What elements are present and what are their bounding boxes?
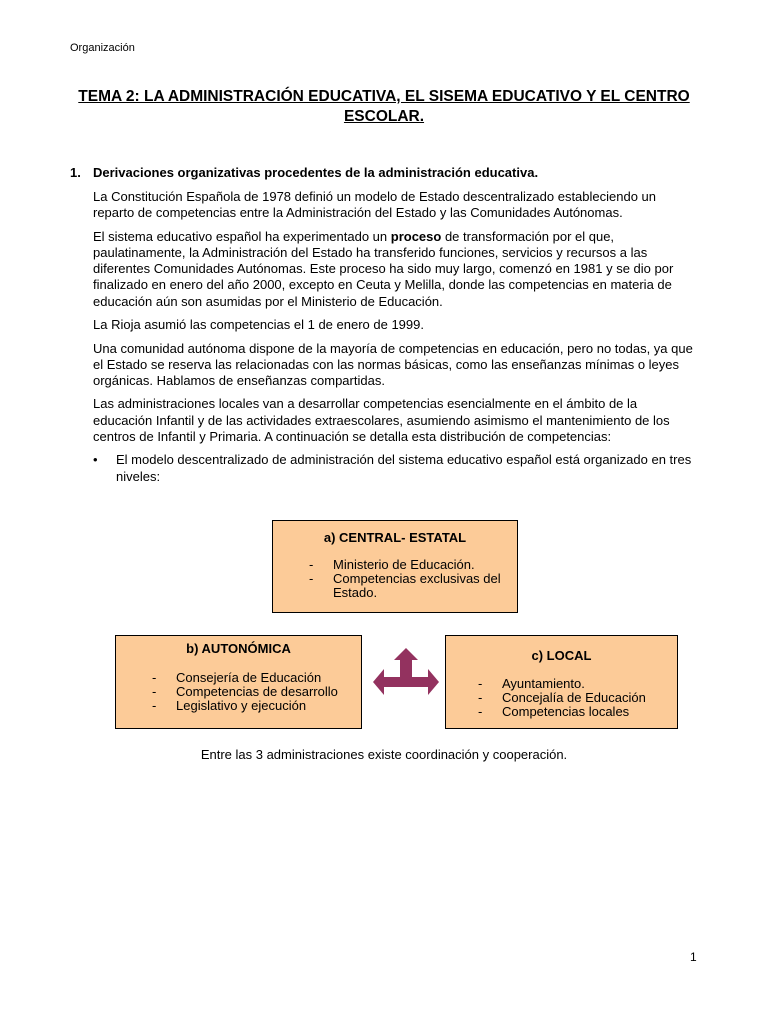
section-heading <box>70 165 710 180</box>
autonomica-item-3 <box>152 699 357 713</box>
paragraph-2-start: El sistema educativo español ha experimentado un <box>93 228 391 244</box>
paragraph-1: La Constitución Española de 1978 definió un modelo de Estado descentralizado estableciendo un reparto de competencias entre la Administración del Estado y las Comunidades Autónomas. <box>93 189 657 221</box>
autonomica-box-list <box>152 671 357 713</box>
list-dash: - <box>309 571 314 586</box>
bullet-list <box>93 452 697 484</box>
list-dash: - <box>478 676 483 691</box>
page-header: Organización <box>70 42 135 54</box>
central-item-2 <box>309 572 509 600</box>
paragraph-2-end: de transformación por el que, paulatinamente, la Administración del Estado ha transferido funciones, servicios y recursos a las diferentes Comunidades Autónomas. Este proceso ha sido muy largo, comenzó en 1981 y se dio por finalizado en enero del año 2000, excepto en Ceuta y Melilla, donde las competencias en materia de educación aún son asumidas por el Ministerio de Educación. <box>93 228 674 309</box>
autonomica-item-text: Competencias de desarrollo <box>176 684 338 699</box>
section-number: 1. <box>70 165 81 180</box>
paragraph-3: La Rioja asumió las competencias el 1 de enero de 1999. <box>93 317 424 333</box>
list-dash: - <box>478 690 483 705</box>
diagram-caption: Entre las 3 administraciones existe coordinación y cooperación. <box>200 747 568 762</box>
central-item-text: Competencias exclusivas del Estado. <box>333 571 501 600</box>
list-dash: - <box>309 557 314 572</box>
autonomica-item-1 <box>152 671 357 685</box>
document-title: TEMA 2: LA ADMINISTRACIÓN EDUCATIVA, EL SISEMA EDUCATIVO Y EL CENTRO ESCOLAR. <box>78 88 690 125</box>
paragraph-2 <box>93 229 697 310</box>
paragraph-4: Una comunidad autónoma dispone de la mayoría de competencias en educación, pero no todas, ya que el Estado se reserva las relacionadas con las normas básicas, como las enseñanzas mínimas o leyes orgánicas. Hablamos de enseñanzas compartidas. <box>93 340 693 388</box>
section-heading-text: Derivaciones organizativas procedentes de la administración educativa. <box>93 165 539 180</box>
paragraph-2-bold: proceso <box>390 228 442 244</box>
local-item-2 <box>478 691 673 705</box>
section-body <box>93 189 697 485</box>
three-way-arrow-icon <box>372 647 440 699</box>
central-box-list <box>309 558 509 600</box>
bullet-item <box>93 452 697 484</box>
list-dash: - <box>152 698 157 713</box>
autonomica-box <box>115 635 362 729</box>
local-item-text: Ayuntamiento. <box>502 676 585 691</box>
local-item-3 <box>478 705 673 719</box>
autonomica-item-text: Consejería de Educación <box>176 670 322 685</box>
local-box <box>445 635 678 729</box>
bullet-text: El modelo descentralizado de administración del sistema educativo español está organizado en tres niveles: <box>116 452 692 484</box>
list-dash: - <box>478 704 483 719</box>
central-box-title: a) CENTRAL- ESTATAL <box>323 530 467 545</box>
central-item-text: Ministerio de Educación. <box>333 557 475 572</box>
autonomica-item-text: Legislativo y ejecución <box>176 698 307 713</box>
local-box-list <box>478 677 673 719</box>
local-box-title: c) LOCAL <box>531 648 592 663</box>
page-number: 1 <box>690 950 697 964</box>
list-dash: - <box>152 684 157 699</box>
list-dash: - <box>152 670 157 685</box>
central-box <box>272 520 518 613</box>
autonomica-box-title: b) AUTONÓMICA <box>186 641 291 656</box>
bullet-symbol: • <box>93 452 98 468</box>
autonomica-item-2 <box>152 685 357 699</box>
local-item-text: Competencias locales <box>502 704 630 719</box>
local-item-text: Concejalía de Educación <box>502 690 646 705</box>
central-item-1 <box>309 558 509 572</box>
local-item-1 <box>478 677 673 691</box>
three-way-arrow-shape <box>373 648 439 695</box>
paragraph-5: Las administraciones locales van a desarrollar competencias esencialmente en el ámbito de la educación Infantil y de las actividades extraescolares, asumiendo asimismo el mantenimiento de los centros de Infantil y Primaria. A continuación se detalla esta distribución de competencias: <box>93 396 670 444</box>
